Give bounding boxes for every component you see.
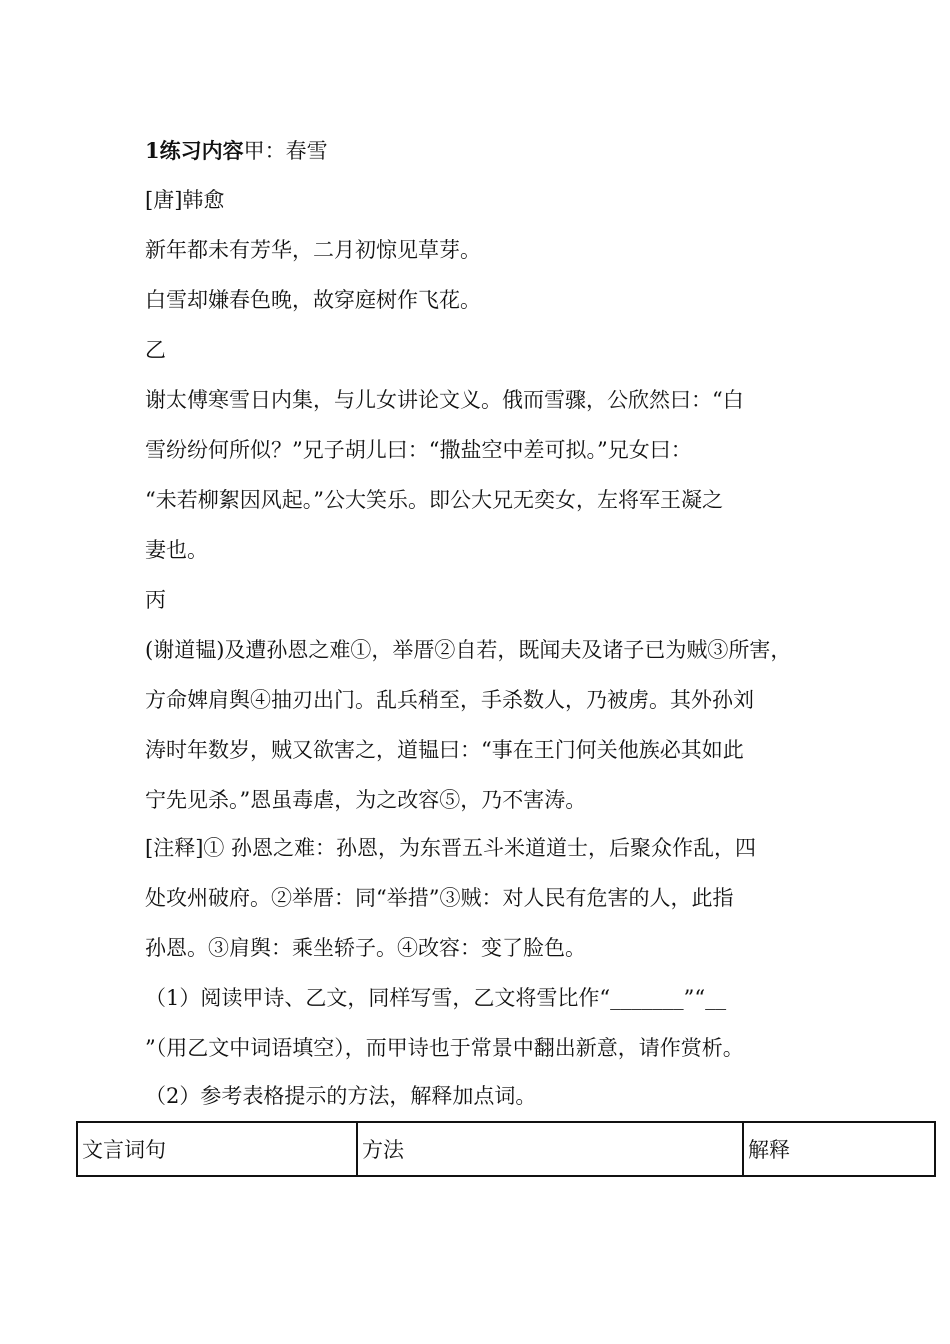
poem-author: [唐]韩愈 (145, 188, 225, 212)
text-c-label: 丙 (145, 588, 166, 612)
question-2: （2）参考表格提示的方法，解释加点词。 (145, 1084, 537, 1108)
text-c-line: 涛时年数岁，贼又欲害之，道韫曰：“事在王门何关他族必其如此 (145, 738, 744, 762)
table-header-row (77, 1122, 935, 1176)
text-c-line: 方命婢肩舆④抽刃出门。乱兵稍至，手杀数人，乃被虏。其外孙刘 (145, 688, 754, 712)
section-title (145, 137, 328, 165)
answer-table (76, 1121, 936, 1177)
text-b-line: 谢太傅寒雪日内集，与儿女讲论文义。俄而雪骤，公欣然曰：“白 (145, 388, 744, 412)
poem-line: 新年都未有芳华，二月初惊见草芽。 (145, 238, 481, 262)
table-header-cell: 方法 (357, 1122, 743, 1176)
text-c-line: 宁先见杀。”恩虽毒虐，为之改容⑤，乃不害涛。 (145, 788, 587, 812)
text-b-line: 雪纷纷何所似？”兄子胡儿曰：“撒盐空中差可拟。”兄女曰： (145, 438, 692, 462)
notes-line: 处攻州破府。②举厝：同“举措”③贼：对人民有危害的人，此指 (145, 886, 734, 910)
table-header-cell: 文言词句 (77, 1122, 357, 1176)
notes-line: [注释]① 孙恩之难：孙恩，为东晋五斗米道道士，后聚众作乱，四 (145, 836, 757, 860)
text-b-label: 乙 (145, 338, 166, 362)
exercise-number-label: 1练习内容 (145, 138, 244, 163)
question-1-line-1: （1）阅读甲诗、乙文，同样写雪，乙文将雪比作“_______”“__ (145, 986, 727, 1010)
question-1-line-2: ”（用乙文中词语填空），而甲诗也于常景中翻出新意，请作赏析。 (145, 1036, 744, 1060)
table-header-cell: 解释 (743, 1122, 935, 1176)
notes-line: 孙恩。③肩舆：乘坐轿子。④改容：变了脸色。 (145, 936, 586, 960)
poem-title: 甲：春雪 (243, 139, 328, 163)
text-c-line: (谢道韫)及遭孙恩之难①，举厝②自若，既闻夫及诸子已为贼③所害， (145, 638, 792, 662)
text-b-line: “未若柳絮因风起。”公大笑乐。即公大兄无奕女，左将军王凝之 (145, 488, 723, 512)
text-b-line: 妻也。 (145, 538, 208, 562)
poem-line: 白雪却嫌春色晚，故穿庭树作飞花。 (145, 288, 481, 312)
